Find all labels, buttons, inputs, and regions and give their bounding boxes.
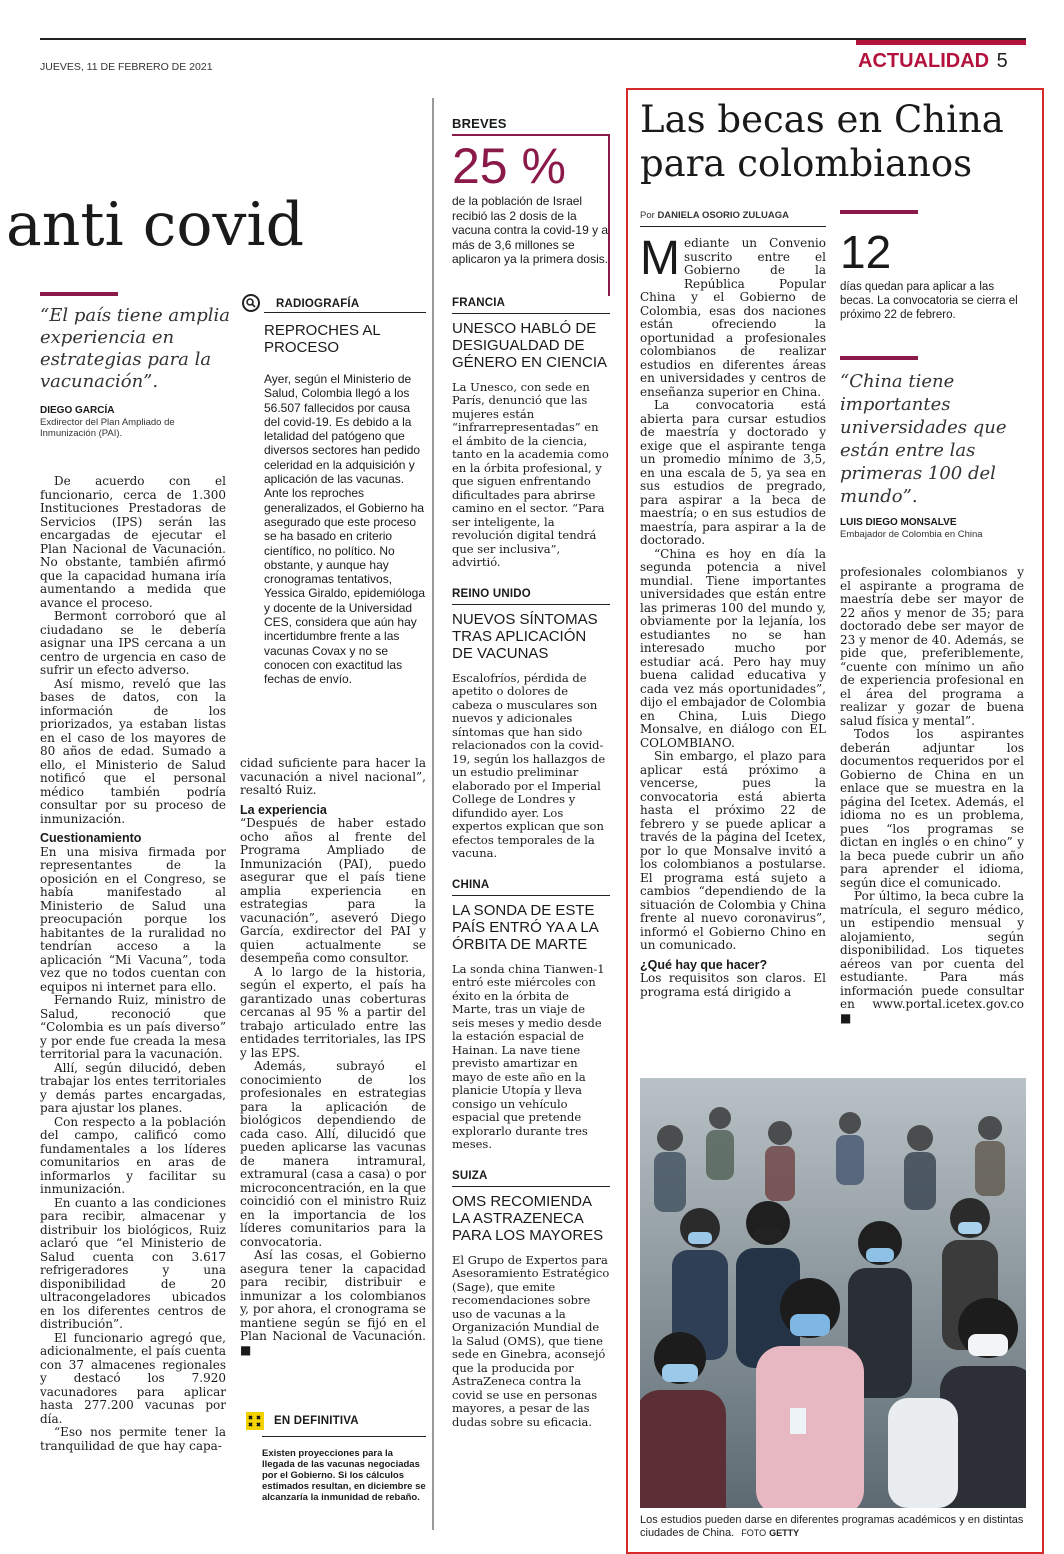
breves-big-number: 25 % bbox=[452, 138, 566, 194]
checklist-icon bbox=[246, 1412, 264, 1430]
brief-divider bbox=[452, 604, 610, 605]
en-definitiva-body: Existen proyecciones para la llegada de las vacunas negociadas por el Gobierno. Si los cálculos estimados resultan, en diciembre se alcanzaría la inmunidad de rebaño. bbox=[262, 1448, 426, 1503]
radiografia-divider bbox=[264, 312, 426, 313]
brief-body: La sonda china Tianwen-1 entró este miércoles con éxito en la órbita de Marte, tras un viaje de seis meses y medio desde la estación espacial de Hainan. La nave tiene previsto amartizar en mayo de este año en la planicie Utopía y lleva consigo un vehículo espacial que pretende explorarlo durante tres meses. bbox=[452, 961, 605, 1151]
brief-title: NUEVOS SÍNTOMAS TRAS APLICACIÓN DE VACUNAS bbox=[452, 610, 598, 662]
en-definitiva-divider bbox=[262, 1436, 426, 1437]
paragraph: Con respecto a la población del campo, calificó como fundamentales a los líderes comunitarios en aras de informarlos y facilitar su inmunización. bbox=[40, 1114, 226, 1196]
paragraph: Así mismo, reveló que las bases de datos, con la información de los priorizados, ya estaban listas en el caso de los mayores de 80 años de edad. Sumado a ello, el Ministerio de Salud notificó que el personal médico también podría consultar por su proceso de inmunización. bbox=[40, 676, 226, 826]
byline-prefix: Por bbox=[640, 210, 655, 221]
main-quote-rule bbox=[840, 356, 918, 360]
breves-divider-left bbox=[432, 98, 434, 1530]
main-headline: Las becas en China para colombianos bbox=[640, 98, 1004, 185]
main-byline bbox=[640, 210, 789, 221]
crowd-photo-illustration bbox=[640, 1078, 1026, 1508]
paragraph bbox=[640, 232, 826, 399]
photo-caption-text: Los estudios pueden darse en diferentes programas académicos y en distintas ciudades de China. bbox=[640, 1514, 1024, 1539]
photo-credit: GETTY bbox=[769, 1528, 800, 1538]
paragraph: “Después de haber estado ocho años al frente del Programa Ampliado de Inmunización (PAI), puedo asegurar que el país tiene amplia experiencia en estrategias para la vacunación”, aseveró Diego García, exdirector del PAI y quien actualmente se desempeña como consultor. bbox=[240, 816, 426, 965]
paragraph: La convocatoria está abierta para cursar estudios de maestría y doctorado y exige que el aspirante tenga un promedio mínimo de 3,5, en una escala de 5, ya sea en sus estudios de pregrado, para aspirar a la beca de maestría; o en sus estudios de maestría, para aspirar a la de doctorado. bbox=[640, 398, 826, 547]
paragraph: profesionales colombianos y el aspirante a programa de maestría debe ser mayor de 22 años y menor de 35; para doctorado debe ser mayor de 23 y menor de 40. Además, se pide que, preferiblemente, “cuente con mínimo un año de experiencia profesional en el área del programa a realizar y gozar de buena salud física y mental”. bbox=[840, 565, 1024, 728]
main-pull-quote: “China tiene importantes universidades que están entre las primeras 100 del mundo”. bbox=[840, 371, 1007, 507]
page-date: JUEVES, 11 DE FEBRERO DE 2021 bbox=[40, 61, 213, 73]
left-article-column-2 bbox=[240, 757, 426, 1357]
brief-title: OMS RECOMIENDA LA ASTRAZENECA PARA LOS MAYORES bbox=[452, 1192, 604, 1244]
brief-body: El Grupo de Expertos para Asesoramiento Estratégico (Sage), que emite recomendaciones sobre uso de vacunas a la Organización Mundial de la Salud (OMS), que tiene sede en Ginebra, aconsejó que la producida por AstraZeneca contra la covid se use en personas mayores, a pesar de las dudas sobre su eficacia. bbox=[452, 1252, 610, 1429]
main-quote-author: LUIS DIEGO MONSALVE bbox=[840, 517, 957, 528]
paragraph: Sin embargo, el plazo para aplicar está próximo a vencerse, pues la convocatoria está abierta hasta el próximo 22 de febrero y se puede aplicar a través de la página del Icetex, por lo que Monsalve invitó a los colombianos a postularse. El programa está sujeto a cambios “dependiendo de la situación de Colombia y China frente al nuevo coronavirus”, informó el Gobierno Chino en un comunicado. bbox=[640, 749, 826, 952]
paragraph: cidad suficiente para hacer la vacunación a nivel nacional”, resaltó Ruiz. bbox=[240, 756, 426, 797]
left-headline: anti covid bbox=[6, 190, 305, 260]
brief-body: La Unesco, con sede en París, denunció que las mujeres están “infrarrepresentadas” en el ámbito de la ciencia, tanto en la academia como en la órbita profesional, y que siguen enfrentando dificultades para abrirse camino en el sector. “Para ser inteligente, la revolución digital tendrá que ser inclusiva”, advirtió. bbox=[452, 379, 609, 569]
en-definitiva-box bbox=[240, 1406, 426, 1546]
subheading: Cuestionamiento bbox=[40, 831, 142, 845]
breves-kicker: BREVES bbox=[452, 116, 507, 131]
stat-rule bbox=[840, 210, 918, 214]
magnifier-icon bbox=[242, 294, 262, 314]
paragraph: De acuerdo con el funcionario, cerca de 1.300 Instituciones Prestadoras de Servicios (IPS) serán las encargadas de ejecutar el Plan Nacional de Vacunación. No obstante, también afirmó que la capacidad humana iría aumentando a medida que avance el proceso. bbox=[40, 474, 226, 610]
paragraph: En cuanto a las condiciones para recibir, almacenar y distribuir los biológicos, Ruiz aclaró que “el Ministerio de Salud cuenta con 3.617 refrigeradores y una disponibilidad de 20 ultracongeladores ubicados en los diferentes centros de distribución”. bbox=[40, 1195, 226, 1331]
left-pull-quote: “El país tiene amplia experiencia en estrategias para la vacunación”. bbox=[40, 305, 230, 392]
stat-text: días quedan para aplicar a las becas. La convocatoria se cierra el próximo 22 de febrero. bbox=[840, 281, 1018, 321]
radiografia-title: REPROCHES AL PROCESO bbox=[264, 322, 381, 356]
brief-country: REINO UNIDO bbox=[452, 587, 531, 600]
stat-number: 12 bbox=[840, 226, 892, 278]
brief-item bbox=[452, 297, 610, 570]
brief-divider bbox=[452, 895, 610, 896]
paragraph: Fernando Ruiz, ministro de Salud, reconoció que “Colombia es un país diverso” y por ende fue creada la mesa territorial para la vacunación. bbox=[40, 993, 226, 1061]
paragraph: Bermont corroboró que al ciudadano se le debería asignar una IPS cercana a un centro de urgencia en caso de sufrir un efecto adverso. bbox=[40, 609, 226, 677]
brief-item bbox=[452, 588, 610, 861]
main-article-column-2 bbox=[840, 566, 1024, 1025]
subheading: ¿Qué hay que hacer? bbox=[640, 957, 768, 972]
paragraph: El funcionario agregó que, adicionalmente, el país cuenta con 37 almacenes regionales y destacó los 7.920 vacunadores para aplicar hasta 277.200 vacunas por día. bbox=[40, 1330, 226, 1426]
paragraph: Todos los aspirantes deberán adjuntar los documentos requeridos por el Gobierno de China en un enlace que se muestra en la página del Icetex. Además, el idioma no es un problema, pues “los programas se dictan en inglés o en chino” y la beca puede cubrir un año para aprender el idioma, según dice el comunicado. bbox=[840, 727, 1024, 890]
brief-item bbox=[452, 1170, 610, 1430]
en-definitiva-kicker: EN DEFINITIVA bbox=[274, 1415, 359, 1427]
section-tab bbox=[856, 40, 1026, 45]
subheading: La experiencia bbox=[240, 802, 327, 817]
section-label bbox=[858, 50, 1008, 73]
main-article-column-1 bbox=[640, 232, 826, 999]
lead-text: ediante un Convenio suscrito entre el Gobierno de la República Popular China y el Gobierno de Colombia, esas dos naciones están ofreciendo la oportunidad a profesionales colombianos de realizar estudios en diferentes áreas en universidades y centros de enseñanza superior en China. bbox=[640, 236, 826, 399]
byline-name: DANIELA OSORIO ZULUAGA bbox=[657, 210, 790, 221]
paragraph: Los requisitos son claros. El programa está dirigido a bbox=[640, 971, 826, 999]
brief-country: CHINA bbox=[452, 878, 490, 891]
brief-divider bbox=[452, 313, 610, 314]
paragraph: Allí, según dilucidó, deben trabajar los entes territoriales y demás partes encargadas, para ajustar los planes. bbox=[40, 1060, 226, 1115]
brief-title: UNESCO HABLÓ DE DESIGUALDAD DE GÉNERO EN CIENCIA bbox=[452, 319, 608, 371]
byline-divider bbox=[640, 226, 826, 227]
brief-title: LA SONDA DE ESTE PAÍS ENTRÓ YA A LA ÓRBITA DE MARTE bbox=[452, 901, 598, 953]
left-article-column-1 bbox=[40, 475, 226, 1453]
paragraph: Por último, la beca cubre la matrícula, el seguro médico, un estipendio mensual y alojamiento, según disponibilidad. Los tiquetes aéreos van por cuenta del estudiante. Para más información puede consultar en www.portal.icetex.gov.co ■ bbox=[840, 889, 1024, 1025]
breves-rule bbox=[452, 134, 610, 136]
drop-cap: M bbox=[640, 232, 680, 285]
breves-big-text: de la población de Israel recibió las 2 dosis de la vacuna contra la covid-19 y a más de 3,6 millones se aplicaron ya la primera dosis. bbox=[452, 194, 609, 266]
main-quote-author-role: Embajador de Colombia en China bbox=[840, 529, 983, 540]
paragraph: Además, subrayó el conocimiento de los profesionales en estrategias para la aplicación de biológicos dependiendo de cada caso. Allí, dilucidó que pueden aplicarse las vacunas de manera intramural, extramural (casa a casa) o por microconcentración, en la que coincidió con el ministro Ruiz en la importancia de los líderes comunitarios para la convocatoria. bbox=[240, 1059, 426, 1249]
photo-label: FOTO bbox=[741, 1528, 767, 1538]
radiografia-body: Ayer, según el Ministerio de Salud, Colombia llegó a los 56.507 fallecidos por causa del covid-19. Es debido a la letalidad del patógeno que diversos sectores han pedido celeridad en la adquisición y aplicación de las vacunas. Ante los reproches generalizados, el Gobierno ha asegurado que este proceso se ha basado en criterio científico, no político. No obstante, y aunque hay cronogramas tentativos, Yessica Giraldo, epidemióloga y docente de la Universidad CES, considera que aún hay incertidumbre frente a las vacunas Covax y no se conocen con exactitud las fechas de envío. bbox=[264, 372, 425, 687]
paragraph: A lo largo de la historia, según el experto, el país ha garantizado unas coberturas cercanas al 95 % a partir del trabajo articulado entre las entidades territoriales, las IPS y las EPS. bbox=[240, 964, 426, 1060]
breves-rule-right bbox=[608, 136, 610, 296]
brief-body: Escalofríos, pérdida de apetito o dolores de cabeza o musculares son nuevos y adicionales síntomas que han sido relacionados con la covid-19, según los hallazgos de un estudio preliminar elaborado por el Imperial College de Londres y difundido ayer. Los expertos explican que son efectos temporales de la vacuna. bbox=[452, 670, 606, 860]
brief-country: SUIZA bbox=[452, 1169, 488, 1182]
main-photo bbox=[640, 1078, 1026, 1508]
brief-item bbox=[452, 879, 610, 1152]
pull-quote-rule bbox=[40, 292, 118, 296]
brief-country: FRANCIA bbox=[452, 296, 506, 309]
paragraph: “China es hoy en día la segunda potencia a nivel mundial. Tiene importantes universidades que están entre las primeras 100 del mundo y, obviamente por la lejanía, los estudiantes no se han interesado mucho por estudiar acá. Pero hay muy buena calidad educativa y cada vez más oportunidades”, dijo el embajador de Colombia en China, Luis Diego Monsalve, en diálogo con EL COLOMBIANO. bbox=[640, 546, 826, 750]
photo-caption bbox=[640, 1514, 1024, 1540]
page-number: 5 bbox=[996, 50, 1008, 72]
left-quote-author-role: Exdirector del Plan Ampliado de Inmunización (PAI). bbox=[40, 417, 175, 439]
left-quote-author: DIEGO GARCÍA bbox=[40, 405, 115, 416]
paragraph: En una misiva firmada por representantes de la oposición en el Congreso, se había manifestado al Ministerio de Salud una preocupación porque los habitantes de la ruralidad no tendrían acceso a la aplicación “Mi Vacuna”, toda vez que no todos cuentan con equipos ni internet para ello. bbox=[40, 844, 226, 994]
paragraph: “Eso nos permite tener la tranquilidad de que hay capa- bbox=[40, 1425, 226, 1453]
radiografia-box bbox=[240, 292, 426, 742]
brief-divider bbox=[452, 1186, 610, 1187]
breves-column bbox=[452, 116, 610, 1429]
radiografia-kicker: RADIOGRAFÍA bbox=[276, 298, 360, 310]
section-name: ACTUALIDAD bbox=[858, 50, 990, 72]
paragraph: Así las cosas, el Gobierno asegura tener la capacidad para recibir, distribuir e inmunizar a los colombianos y, por ahora, el cronograma se mantiene según se fijó en el Plan Nacional de Vacunación. ■ bbox=[240, 1248, 426, 1357]
